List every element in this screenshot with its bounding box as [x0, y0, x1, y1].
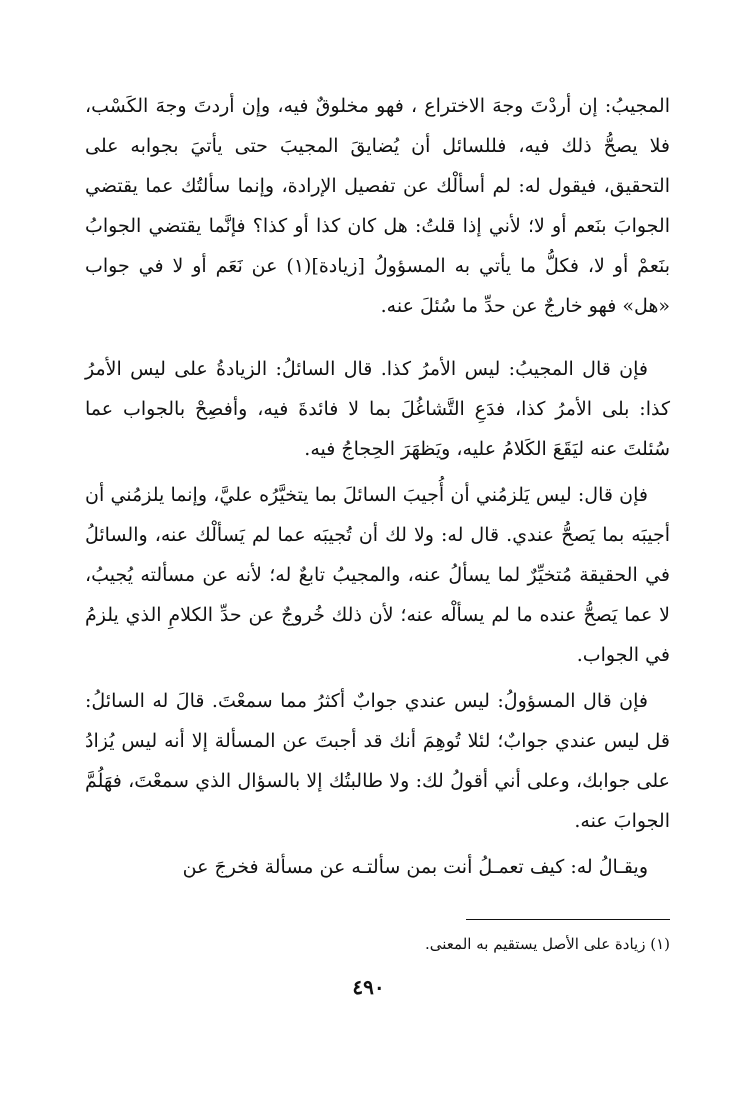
- page-number: ٤٩٠: [352, 975, 385, 999]
- paragraph-2: فإن قال المجيبُ: ليس الأمرُ كذا. قال السائلُ: الزيادةُ على ليس الأمرُ كذا: بلى الأمرُ كذا، فدَعِ التَّشاغُلَ بما لا فائدةَ فيه، وأفصِحْ بالجواب عما سُئلتَ عنه ليَقَعَ الكَلامُ عليه، ويَظهَرَ الحِجاجُ فيه.: [85, 358, 670, 460]
- paragraph-5: ويقـالُ له: كيف تعمـلُ أنت بمن سألتـه عن مسألة فخرجَ عن: [182, 856, 648, 878]
- footnote-divider: [466, 919, 670, 920]
- paragraph-4: فإن قال المسؤولُ: ليس عندي جوابٌ أكثرُ مما سمعْتَ. قالَ له السائلُ: قل ليس عندي جوابٌ؛ لئلا تُوهِمَ أنك قد أجبتَ عن المسألة إلا أنه ليس يُزادُ على جوابك، وعلى أني أقولُ لك: ولا طالبتُك إلا بالسؤال الذي سمعْتَ، فهَلُمَّ الجوابَ عنه.: [85, 690, 670, 832]
- paragraph-1: المجيبُ: إن أردْتَ وجهَ الاختراع ، فهو مخلوقٌ فيه، وإن أردتَ وجهَ الكَسْب، فلا يصحُّ ذلك فيه، فللسائل أن يُضايقَ المجيبَ حتى يأتيَ بجوابه على التحقيق، فيقول له: لم أسألْك عن تفصيل الإرادة، وإنما سألتُك عما يقتضي الجوابَ بنَعم أو لا؛ لأني إذا قلتُ: هل كان كذا أو كذا؟ فإنَّما يقتضي الجوابُ بنَعمْ أو لا، فكلُّ ما يأتي به المسؤولُ [زيادة](١) عن نَعَم أو لا في جواب «هل» فهو خارجٌ عن حدِّ ما سُئلَ عنه.: [85, 95, 671, 317]
- main-text: [85, 86, 670, 887]
- paragraph-3: فإن قال: ليس يَلزمُني أن أُجيبَ السائلَ بما يتخيَّرُه عليَّ، وإنما يلزمُني أن أجيبَه بما يَصحُّ عندي. قال له: ولا لك أن تُجيبَه عما لم يَسألْك عنه، والسائلُ في الحقيقة مُتخيِّرٌ لما يسألُ عنه، والمجيبُ تابعٌ له؛ لأنه عن مسألته يُجيبُ، لا عما يَصحُّ عنده ما لم يسألْه عنه؛ لأن ذلك خُروجٌ عن حدِّ الكلامِ الذي يلزمُ في الجواب.: [85, 484, 670, 666]
- footnote: (١) زيادة على الأصل يستقيم به المعنى.: [425, 935, 670, 953]
